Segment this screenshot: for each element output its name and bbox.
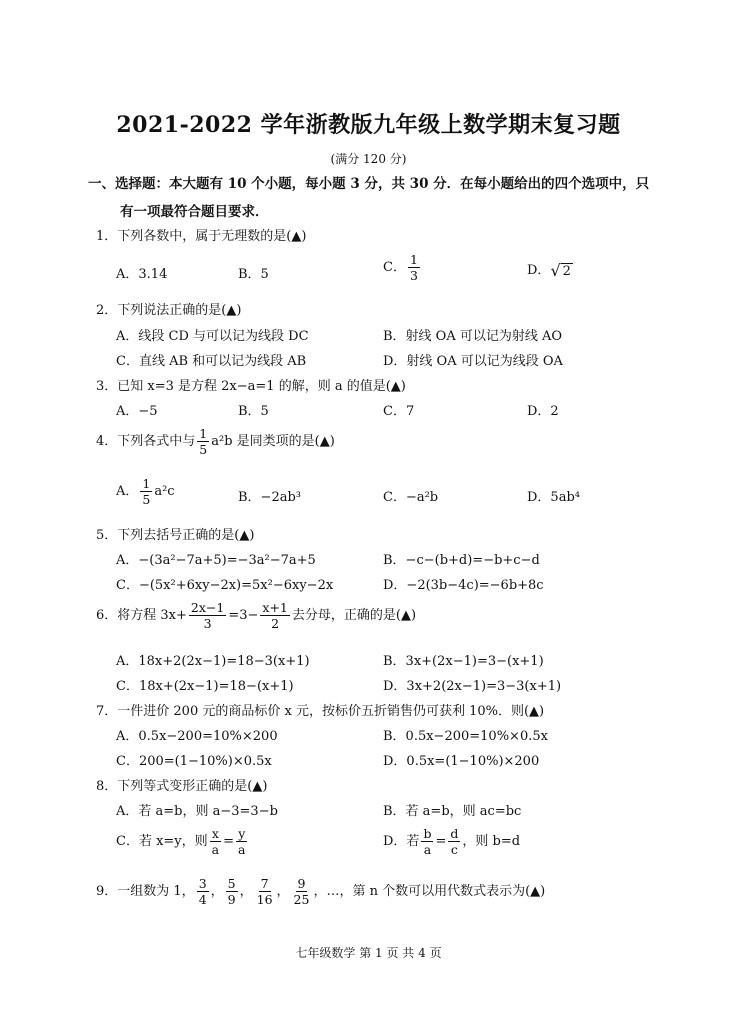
section-line-2: 有一项最符合题目要求． [120,204,269,220]
q8-c-fraction-2 [236,826,247,857]
q4-option-d: D．5ab⁴ [527,490,580,505]
q8-option-c: C．若 x=y，则 $\frac{x}{a}$ = $\frac{y}{a}$ [116,826,246,857]
q9-seq-3 [255,876,275,907]
q6-fraction-2 [260,600,289,631]
q7-option-b: B．0.5x−200=10%×0.5x [383,729,548,744]
q4-a-num: 1 [142,476,151,491]
q4-stem-num: 1 [199,426,208,441]
q1-d-radicand: 2 [562,263,571,279]
q6-f1-num: 2x−1 [190,600,225,615]
q6-f1-den: 3 [203,616,212,631]
q8-option-d-label: D．若 [383,834,420,849]
question-7-stem: 7．一件进价 200 元的商品标价 x 元，按标价五折销售仍可获利 10%．则(▲) [96,704,545,719]
q8-d-tail: ，则 b=d [462,834,521,849]
q8-d-fraction-1 [421,826,433,857]
q6-option-d: D．3x+2(2x−1)=3−3(x+1) [383,679,562,694]
q7-option-d: D．0.5x=(1−10%)×200 [383,754,540,769]
q2-option-a: A．线段 CD 与可以记为线段 DC [116,329,309,344]
q8-option-c-label: C．若 x=y，则 [116,834,208,849]
q9-stem-post: ，…，第 n 个数可以用代数式表示为(▲) [313,884,546,899]
q6-option-a: A．18x+2(2x−1)=18−3(x+1) [116,654,310,669]
q1-c-den: 3 [409,268,418,283]
sqrt-symbol: √ 2 [550,260,571,280]
q4-a-tail: a²c [154,484,175,499]
q8-option-d: D．若 $\frac{b}{a}$ = $\frac{d}{c}$ ，则 b=d [383,826,521,857]
q1-c-fraction [408,252,420,283]
q6-stem-mid: =3− [228,608,259,623]
q9-seq-1 [197,876,209,907]
q9-seq-3-num: 7 [260,876,269,891]
q4-option-b: B．−2ab³ [238,490,302,505]
question-1-stem: 1．下列各数中，属于无理数的是(▲) [96,229,307,244]
q8-d1-num: b [423,826,432,841]
q3-option-a: A．−5 [116,404,158,419]
q6-option-b: B．3x+(2x−1)=3−(x+1) [383,654,544,669]
q1-option-d-label: D． [527,263,551,278]
q8-c1-den: a [211,842,220,857]
q2-option-d: D．射线 OA 可以记为线段 OA [383,354,563,369]
q4-stem-post: a²b 是同类项的是(▲) [211,434,335,449]
q9-seq-2 [226,876,238,907]
q5-option-b: B．−c−(b+d)=−b+c−d [383,553,540,568]
q3-option-c: C．7 [383,404,415,419]
q6-stem-post: 去分母，正确的是(▲) [291,608,417,623]
q8-d2-num: d [450,826,459,841]
q5-option-a: A．−(3a²−7a+5)=−3a²−7a+5 [116,553,316,568]
q4-stem-den: 5 [199,442,208,457]
question-4-stem [96,426,335,457]
q9-seq-4-num: 9 [297,876,306,891]
q8-c-fraction-1 [210,826,221,857]
question-2-stem: 2．下列说法正确的是(▲) [96,303,242,318]
q9-seq-3-den: 16 [256,892,273,907]
q9-seq-2-den: 9 [227,892,236,907]
q4-stem-fraction [197,426,209,457]
q4-option-a-label: A． [116,484,139,499]
q2-option-c: C．直线 AB 和可以记为线段 AB [116,354,307,369]
q9-seq-1-den: 4 [198,892,207,907]
q8-c2-den: a [238,842,246,857]
q4-a-den: 5 [142,492,151,507]
q9-seq-4 [292,876,312,907]
section-heading [88,170,658,226]
q7-option-a: A．0.5x−200=10%×200 [116,729,278,744]
q1-option-b: B．5 [238,267,269,282]
q8-d-fraction-2 [448,826,460,857]
question-3-stem: 3．已知 x=3 是方程 2x−a=1 的解，则 a 的值是(▲) [96,379,406,394]
q8-d2-den: c [450,842,458,857]
question-9-stem: 9．一组数为 1， $\frac{3}{4}$ ， $\frac{5}{9}$ ， $\frac{7}{16}$ ， $\frac{9}{25}$ ，…，第 n 个数可以用代数式表示为(▲) [96,876,546,907]
q1-option-d [527,259,573,279]
page-footer: 七年级数学 第 1 页 共 4 页 [295,946,442,960]
q6-f2-num: x+1 [262,600,288,615]
q6-f2-den: 2 [271,616,280,631]
section-line-1: 一、选择题：本大题有 10 个小题，每小题 3 分，共 30 分．在每小题给出的四个选项中，只 [88,176,650,192]
q1-option-c [383,252,422,283]
q9-seq-2-num: 5 [227,876,236,891]
q4-a-fraction [140,476,152,507]
q4-option-a [116,476,175,507]
q9-stem-pre: 9．一组数为 1， [96,884,195,899]
q8-option-b: B．若 a=b，则 ac=bc [383,804,522,819]
q8-c1-num: x [211,826,219,841]
q1-option-a: A．3.14 [116,267,168,282]
q6-fraction-1 [189,600,226,631]
q8-d1-den: a [423,842,432,857]
q6-option-c: C．18x+(2x−1)=18−(x+1) [116,679,294,694]
q8-option-a: A．若 a=b，则 a−3=3−b [116,804,278,819]
q1-option-c-label: C． [383,260,406,275]
q6-stem-pre: 6．将方程 3x+ [96,608,187,623]
q2-option-b: B．射线 OA 可以记为射线 AO [383,329,563,344]
q3-option-d: D．2 [527,404,559,419]
page-title: 2021-2022 学年浙教版九年级上数学期末复习题 [116,112,621,138]
q8-c2-num: y [238,826,246,841]
question-8-stem: 8．下列等式变形正确的是(▲) [96,779,268,794]
q7-option-c: C．200=(1−10%)×0.5x [116,754,272,769]
q5-option-c: C．−(5x²+6xy−2x)=5x²−6xy−2x [116,578,334,593]
q4-option-c: C．−a²b [383,490,439,505]
full-score-note: (满分 120 分) [330,152,407,166]
question-5-stem: 5．下列去括号正确的是(▲) [96,528,255,543]
q4-stem-pre: 4．下列各式中与 [96,434,196,449]
q5-option-d: D．−2(3b−4c)=−6b+8c [383,578,544,593]
q9-seq-4-den: 25 [293,892,310,907]
question-6-stem [96,600,416,631]
q1-c-num: 1 [409,252,418,267]
q9-seq-1-num: 3 [198,876,207,891]
q3-option-b: B．5 [238,404,269,419]
